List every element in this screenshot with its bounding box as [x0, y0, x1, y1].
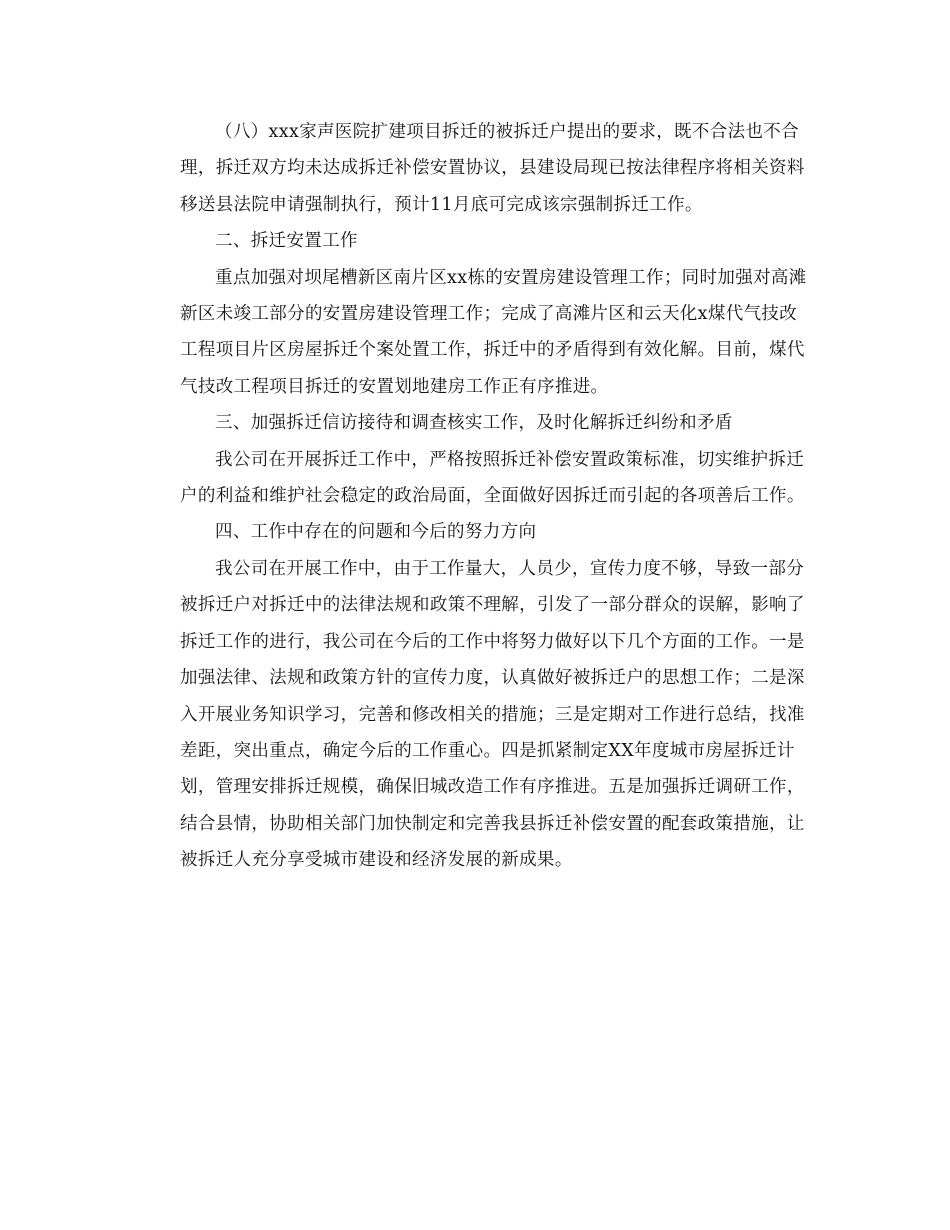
paragraph-line: 划，管理安排拆迁规模，确保旧城改造工作有序推进。五是加强拆迁调研工作， — [180, 777, 805, 798]
paragraph-line: 拆迁工作的进行，我公司在今后的工作中将努力做好以下几个方面的工作。一是 — [180, 631, 805, 652]
paragraph-problems — [145, 551, 805, 879]
paragraph-resettlement — [145, 260, 805, 406]
paragraph-line: 差距，突出重点，确定今后的工作重心。四是抓紧制定XX年度城市房屋拆迁计 — [180, 740, 795, 761]
paragraph-line: 移送县法院申请强制执行，预计11月底可完成该宗强制拆迁工作。 — [180, 194, 703, 215]
heading-text: 三、加强拆迁信访接待和调查核实工作，及时化解拆迁纠纷和矛盾 — [215, 413, 733, 434]
paragraph-line: 被拆迁人充分享受城市建设和经济发展的新成果。 — [180, 850, 573, 871]
paragraph-petition — [145, 442, 805, 515]
heading-text: 二、拆迁安置工作 — [215, 231, 358, 252]
section-heading-3 — [145, 405, 805, 441]
section-heading-2 — [145, 223, 805, 259]
paragraph-line: 户的利益和维护社会稳定的政治局面，全面做好因拆迁而引起的各项善后工作。 — [180, 486, 805, 507]
paragraph-line: 我公司在开展工作中，由于工作量大，人员少，宣传力度不够，导致一部分 — [215, 558, 805, 579]
section-heading-4 — [145, 514, 805, 550]
paragraph-line: 新区未竣工部分的安置房建设管理工作；完成了高滩片区和云天化x煤代气技改 — [180, 304, 798, 325]
paragraph-line: 加强法律、法规和政策方针的宣传力度，认真做好被拆迁户的思想工作；二是深 — [180, 668, 805, 689]
paragraph-line: 被拆迁户对拆迁中的法律法规和政策不理解，引发了一部分群众的误解，影响了 — [180, 595, 805, 616]
paragraph-item-8 — [145, 114, 805, 223]
paragraph-line: 工程项目片区房屋拆迁个案处置工作，拆迁中的矛盾得到有效化解。目前，煤代 — [180, 340, 805, 361]
paragraph-line: （八）xxx家声医院扩建项目拆迁的被拆迁户提出的要求，既不合法也不合 — [215, 122, 800, 142]
paragraph-line: 重点加强对坝尾槽新区南片区xx栋的安置房建设管理工作；同时加强对高滩 — [215, 267, 807, 288]
heading-text: 四、工作中存在的问题和今后的努力方向 — [215, 522, 537, 543]
paragraph-line: 我公司在开展拆迁工作中，严格按照拆迁补偿安置政策标准，切实维护拆迁 — [215, 449, 805, 470]
paragraph-line: 气技改工程项目拆迁的安置划地建房工作正有序推进。 — [180, 376, 609, 397]
paragraph-line: 理，拆迁双方均未达成拆迁补偿安置协议，县建设局现已按法律程序将相关资料 — [180, 158, 805, 179]
paragraph-line: 结合县情，协助相关部门加快制定和完善我县拆迁补偿安置的配套政策措施，让 — [180, 813, 805, 834]
paragraph-line: 入开展业务知识学习，完善和修改相关的措施；三是定期对工作进行总结，找准 — [180, 704, 805, 725]
document-body — [145, 114, 805, 879]
